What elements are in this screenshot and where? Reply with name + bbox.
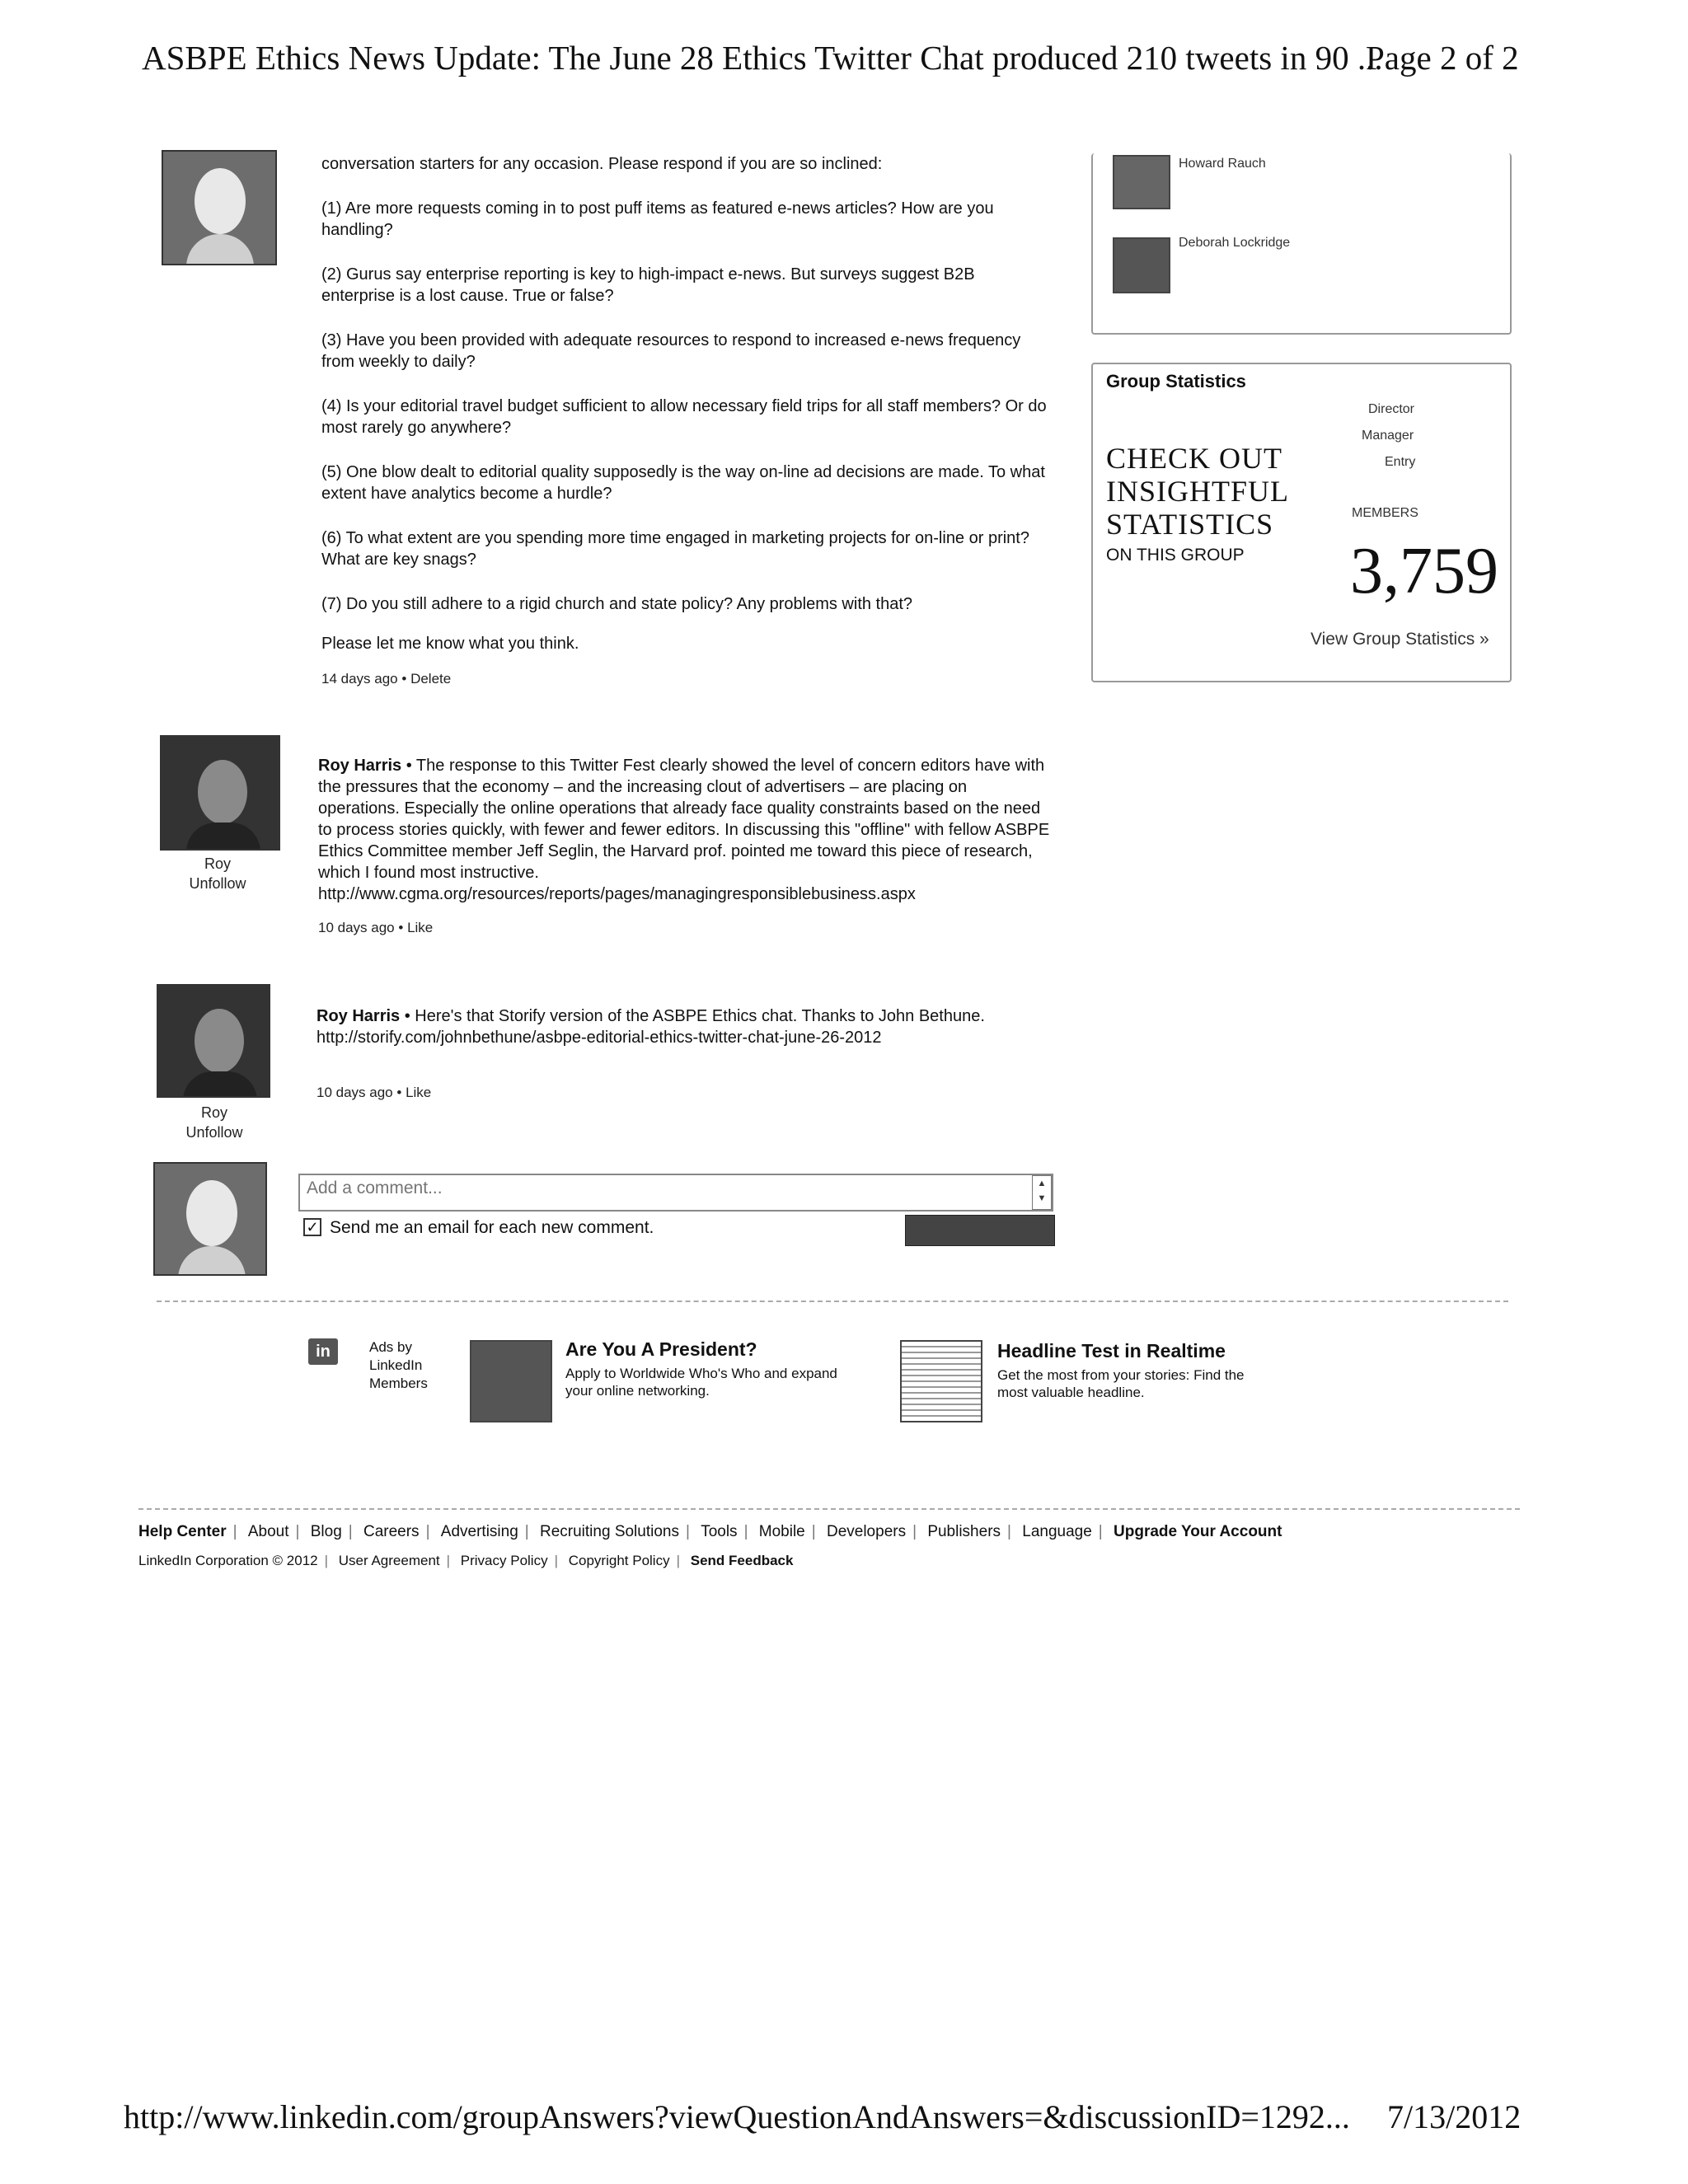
comment-input-scrollbar[interactable]: ▲ ▼ <box>1032 1175 1052 1210</box>
ad-description: Get the most from your stories: Find the most valuable headline. <box>997 1367 1245 1400</box>
footer-link-privacy-policy[interactable]: Privacy Policy <box>460 1553 548 1568</box>
author-avatar[interactable] <box>162 150 277 265</box>
ad-image[interactable] <box>900 1340 982 1422</box>
footer-link-user-agreement[interactable]: User Agreement <box>338 1553 440 1568</box>
comment-body: Roy Harris • The response to this Twitter Fest clearly showed the level of concern editors have with the pressures that the economy – and the increasing clout of advertisers – are placing on operations. Especially the online operations that already face quality constraints based on the need to process stories quickly, with fewer and fewer editors. In discussing this "offline" with fellow ASBPE Ethics Committee member Jeff Seglin, the Harvard prof. pointed me toward this piece of research, which I found most instructive. http://www.cgma.org/resources/reports/pages/managingresponsiblebusiness.aspx <box>318 757 1050 903</box>
member-avatar[interactable] <box>1113 155 1170 209</box>
footer-link-blog[interactable]: Blog <box>310 1523 342 1540</box>
comment-body: Roy Harris • Here's that Storify version of the ASBPE Ethics chat. Thanks to John Bethune. http://storify.com/johnbethune/asbpe-editorial-ethics-twitter-chat-june-26-2012 <box>316 1007 985 1047</box>
comment-meta: 10 days ago • Like <box>318 920 434 935</box>
members-count-clip <box>1096 534 1508 608</box>
stat-level: Entry <box>1385 455 1416 469</box>
stats-cta-line: INSIGHTFUL <box>1106 475 1289 508</box>
comment-text: Here's that Storify version of the ASBPE Ethics chat. Thanks to John Bethune. <box>415 1007 985 1025</box>
footer-nav: Help Center | About | Blog | Careers | Advertising | Recruiting Solutions | Tools | Mobile | Developers | Publishers | Language | Upgrade Your Account <box>138 1523 1282 1540</box>
member-name[interactable]: Howard Rauch <box>1179 157 1266 171</box>
post-closing-line: Please let me know what you think. <box>321 635 579 653</box>
divider <box>157 1301 1508 1302</box>
members-count: 3,759 <box>1350 535 1498 607</box>
footer-legal: LinkedIn Corporation © 2012 | User Agreement | Privacy Policy | Copyright Policy | Send Feedback <box>138 1553 794 1568</box>
footer-link-language[interactable]: Language <box>1022 1523 1092 1540</box>
footer-link-careers[interactable]: Careers <box>363 1523 420 1540</box>
ad-title[interactable]: Headline Test in Realtime <box>997 1340 1226 1361</box>
group-statistics-title: Group Statistics <box>1106 371 1246 391</box>
post-question-4: (4) Is your editorial travel budget sufficient to allow necessary field trips for all staff members? Or do most rarely go anywhere? <box>321 397 1047 437</box>
post-question-1: (1) Are more requests coming in to post puff items as featured e-news articles? How are you handling? <box>321 199 994 239</box>
add-comment-button[interactable] <box>905 1215 1055 1246</box>
unfollow-link[interactable]: Unfollow <box>189 875 246 892</box>
members-label: MEMBERS <box>1352 506 1418 520</box>
unfollow-link[interactable]: Unfollow <box>185 1124 243 1141</box>
footer-link-developers[interactable]: Developers <box>826 1523 907 1540</box>
print-header-title: ASBPE Ethics News Update: The June 28 Ethics Twitter Chat produced 210 tweets in 90 ... <box>142 39 1383 77</box>
ads-label <box>369 1338 428 1393</box>
stat-level: Manager <box>1362 429 1414 443</box>
comment-author[interactable]: Roy Harris <box>316 1007 401 1025</box>
stats-cta-line: ON THIS GROUP <box>1106 546 1245 565</box>
post-question-2: (2) Gurus say enterprise reporting is key to high-impact e-news. But surveys suggest B2B enterprise is a lost cause. True or false? <box>321 265 975 305</box>
ad-image[interactable] <box>470 1340 552 1422</box>
footer-link-mobile[interactable]: Mobile <box>758 1523 805 1540</box>
stats-cta-line: CHECK OUT <box>1106 442 1282 475</box>
footer-link-copyright-policy[interactable]: Copyright Policy <box>568 1553 670 1568</box>
footer-link-help-center[interactable]: Help Center <box>138 1523 227 1540</box>
stat-level: Director <box>1368 402 1415 416</box>
commenter-avatar[interactable] <box>157 984 270 1098</box>
comment-time: 10 days ago <box>318 920 395 935</box>
print-footer-date: 7/13/2012 <box>1387 2098 1522 2135</box>
copyright: LinkedIn Corporation © 2012 <box>138 1553 318 1568</box>
member-name[interactable]: Deborah Lockridge <box>1179 236 1291 250</box>
print-header-page: Page 2 of 2 <box>1366 39 1519 77</box>
comment-link[interactable]: http://www.cgma.org/resources/reports/pages/managingresponsiblebusiness.aspx <box>318 885 916 903</box>
post-time: 14 days ago <box>321 671 398 687</box>
footer-link-publishers[interactable]: Publishers <box>927 1523 1001 1540</box>
current-user-avatar <box>153 1162 267 1276</box>
footer-link-tools[interactable]: Tools <box>701 1523 738 1540</box>
commenter-avatar[interactable] <box>160 735 280 851</box>
post-question-3: (3) Have you been provided with adequate resources to respond to increased e-news frequency from weekly to daily? <box>321 331 1021 371</box>
ads-label-line: Ads by <box>369 1339 412 1355</box>
footer-link-recruiting-solutions[interactable]: Recruiting Solutions <box>540 1523 679 1540</box>
footer-divider <box>138 1508 1520 1510</box>
like-link[interactable]: Like <box>406 1085 432 1100</box>
email-checkbox[interactable]: ✓ <box>303 1218 321 1236</box>
comment-meta: 10 days ago • Like <box>316 1085 432 1100</box>
email-checkbox-label: Send me an email for each new comment. <box>330 1218 654 1237</box>
post-question-5: (5) One blow dealt to editorial quality supposedly is the way on-line ad decisions are made. To what extent have analytics become a hurdle? <box>321 463 1045 503</box>
delete-link[interactable]: Delete <box>410 671 452 687</box>
ads-label-line: Members <box>369 1376 428 1391</box>
footer-link-upgrade-account[interactable]: Upgrade Your Account <box>1114 1523 1282 1540</box>
ads-label-line: LinkedIn <box>369 1357 423 1373</box>
footer-link-send-feedback[interactable]: Send Feedback <box>690 1553 794 1568</box>
comment-text: The response to this Twitter Fest clearly showed the level of concern editors have with the pressures that the economy – and the increasing clout of advertisers – are placing on operations. Especially the online operations that already face quality constraints based on the need to process stories quickly, with fewer and fewer editors. In discussing this "offline" with fellow ASBPE Ethics Committee member Jeff Seglin, the Harvard prof. pointed me toward this piece of research, which I found most instructive. <box>318 757 1050 882</box>
post-intro-line: conversation starters for any occasion. Please respond if you are so inclined: <box>321 155 883 173</box>
footer-link-about[interactable]: About <box>247 1523 289 1540</box>
linkedin-logo-icon: in <box>308 1338 338 1365</box>
comment-time: 10 days ago <box>316 1085 393 1100</box>
post-meta: 14 days ago • Delete <box>321 671 452 687</box>
ad-description: Apply to Worldwide Who's Who and expand your online networking. <box>565 1366 837 1399</box>
comment-input[interactable] <box>298 1174 1053 1212</box>
ad-title[interactable]: Are You A President? <box>565 1338 757 1360</box>
print-footer-url: http://www.linkedin.com/groupAnswers?viewQuestionAndAnswers=&discussionID=1292... <box>124 2098 1350 2135</box>
like-link[interactable]: Like <box>407 920 434 935</box>
post-question-7: (7) Do you still adhere to a rigid church and state policy? Any problems with that? <box>321 595 913 613</box>
footer-link-advertising[interactable]: Advertising <box>440 1523 518 1540</box>
commenter-name[interactable]: Roy <box>200 1104 227 1121</box>
post-question-6: (6) To what extent are you spending more time engaged in marketing projects for on-line or print? What are key snags? <box>321 529 1029 569</box>
member-avatar[interactable] <box>1113 237 1170 293</box>
view-group-statistics-link[interactable]: View Group Statistics » <box>1311 630 1489 649</box>
comment-link[interactable]: http://storify.com/johnbethune/asbpe-editorial-ethics-twitter-chat-june-26-2012 <box>316 1029 882 1047</box>
commenter-name[interactable]: Roy <box>204 855 231 872</box>
stats-cta-line: STATISTICS <box>1106 508 1274 541</box>
comment-author[interactable]: Roy Harris <box>318 757 402 775</box>
